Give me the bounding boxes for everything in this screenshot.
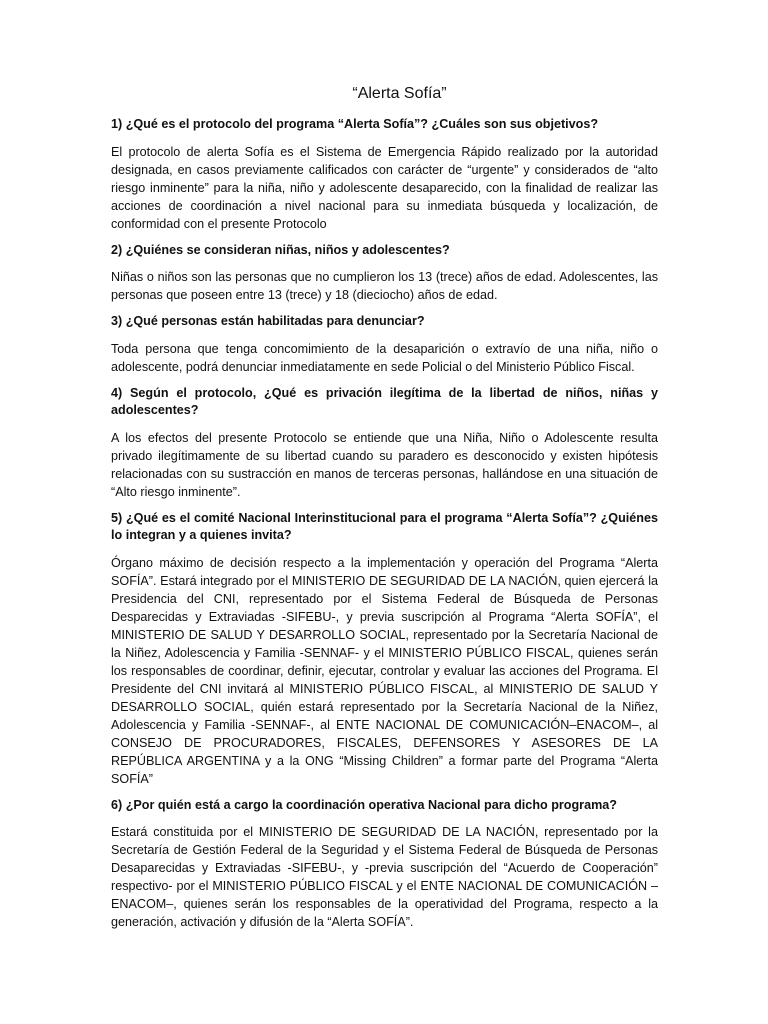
section-1 [111, 116, 658, 233]
section-5 [111, 510, 658, 788]
question-3: 3) ¿Qué personas están habilitadas para denunciar? [111, 314, 425, 328]
question-2: 2) ¿Quiénes se consideran niñas, niños y adolescentes? [111, 242, 450, 257]
answer-2: Niñas o niños son las personas que no cumplieron los 13 (trece) años de edad. Adolescentes, las personas que poseen entre 13 (trece) y 18 (dieciocho) años de edad. [111, 270, 658, 302]
answer-1: El protocolo de alerta Sofía es el Sistema de Emergencia Rápido realizado por la autoridad designada, en casos previamente calificados con carácter de “urgente” y considerados de “alto riesgo inminente” para la niña, niño y adolescente desaparecido, con la finalidad de realizar las acciones de coordinación a nivel nacional para su inmediata búsqueda y localización, de conformidad con el presente Protocolo [111, 144, 658, 231]
document-title: “Alerta Sofía” [352, 85, 447, 102]
section-3 [111, 313, 658, 376]
question-6: 6) ¿Por quién está a cargo la coordinación operativa Nacional para dicho programa? [111, 797, 617, 812]
section-4 [111, 385, 658, 501]
question-4: 4) Según el protocolo, ¿Qué es privación ilegítima de la libertad de niños, niñas y adolescentes? [111, 385, 658, 417]
section-6 [111, 797, 658, 932]
section-2 [111, 242, 658, 305]
answer-4: A los efectos del presente Protocolo se entiende que una Niña, Niño o Adolescente resulta privado ilegítimamente de su libertad cuando su paradero es desconocido y existen hipótesis relacionadas con su sustracción en manos de terceras personas, hallándose en una situación de “Alto riesgo inminente”. [111, 430, 658, 499]
answer-5: Órgano máximo de decisión respecto a la implementación y operación del Programa “Alerta SOFÍA”. Estará integrado por el MINISTERIO DE SEGURIDAD DE LA NACIÓN, quien ejercerá la Presidencia del CNI, representado por el Sistema Federal de Búsqueda de Personas Desparecidas y Extraviadas -SIFEBU-, y previa suscripción al Programa “Alerta SOFÍA”, el MINISTERIO DE SALUD Y DESARROLLO SOCIAL, representado por la Secretaría Nacional de la Niñez, Adolescencia y Familia -SENNAF- y el MINISTERIO PÚBLICO FISCAL, quienes serán los responsables de coordinar, definir, ejecutar, controlar y evaluar las acciones del Programa. El Presidente del CNI invitará al MINISTERIO PÚBLICO FISCAL, al MINISTERIO DE SALUD Y DESARROLLO SOCIAL, quién estará representado por la Secretaría Nacional de la Niñez, Adolescencia y Familia -SENNAF-, al ENTE NACIONAL DE COMUNICACIÓN–ENACOM–, al CONSEJO DE PROCURADORES, FISCALES, DEFENSORES Y ASESORES DE LA REPÚBLICA ARGENTINA y a la ONG “Missing Children” a formar parte del Programa “Alerta SOFÍA” [111, 555, 658, 786]
answer-3: Toda persona que tenga concomimiento de la desaparición o extravío de una niña, niño o adolescente, podrá denunciar inmediatamente en sede Policial o del Ministerio Público Fiscal. [111, 341, 658, 374]
answer-6: Estará constituida por el MINISTERIO DE SEGURIDAD DE LA NACIÓN, representado por la Secretaría de Gestión Federal de la Seguridad y el Sistema Federal de Búsqueda de Personas Desaparecidas y Extraviadas -SIFEBU-, y -previa suscripción del “Acuerdo de Cooperación” respectivo- por el MINISTERIO PÚBLICO FISCAL y el ENTE NACIONAL DE COMUNICACIÓN –ENACOM–, quienes serán los responsables de la operatividad del Programa, respecto a la generación, activación y difusión de la “Alerta SOFÍA”. [111, 825, 658, 929]
question-1: 1) ¿Qué es el protocolo del programa “Alerta Sofía”? ¿Cuáles son sus objetivos? [111, 117, 599, 131]
question-5: 5) ¿Qué es el comité Nacional Interinstitucional para el programa “Alerta Sofía”? ¿Quiénes lo integran y a quienes invita? [111, 510, 658, 542]
